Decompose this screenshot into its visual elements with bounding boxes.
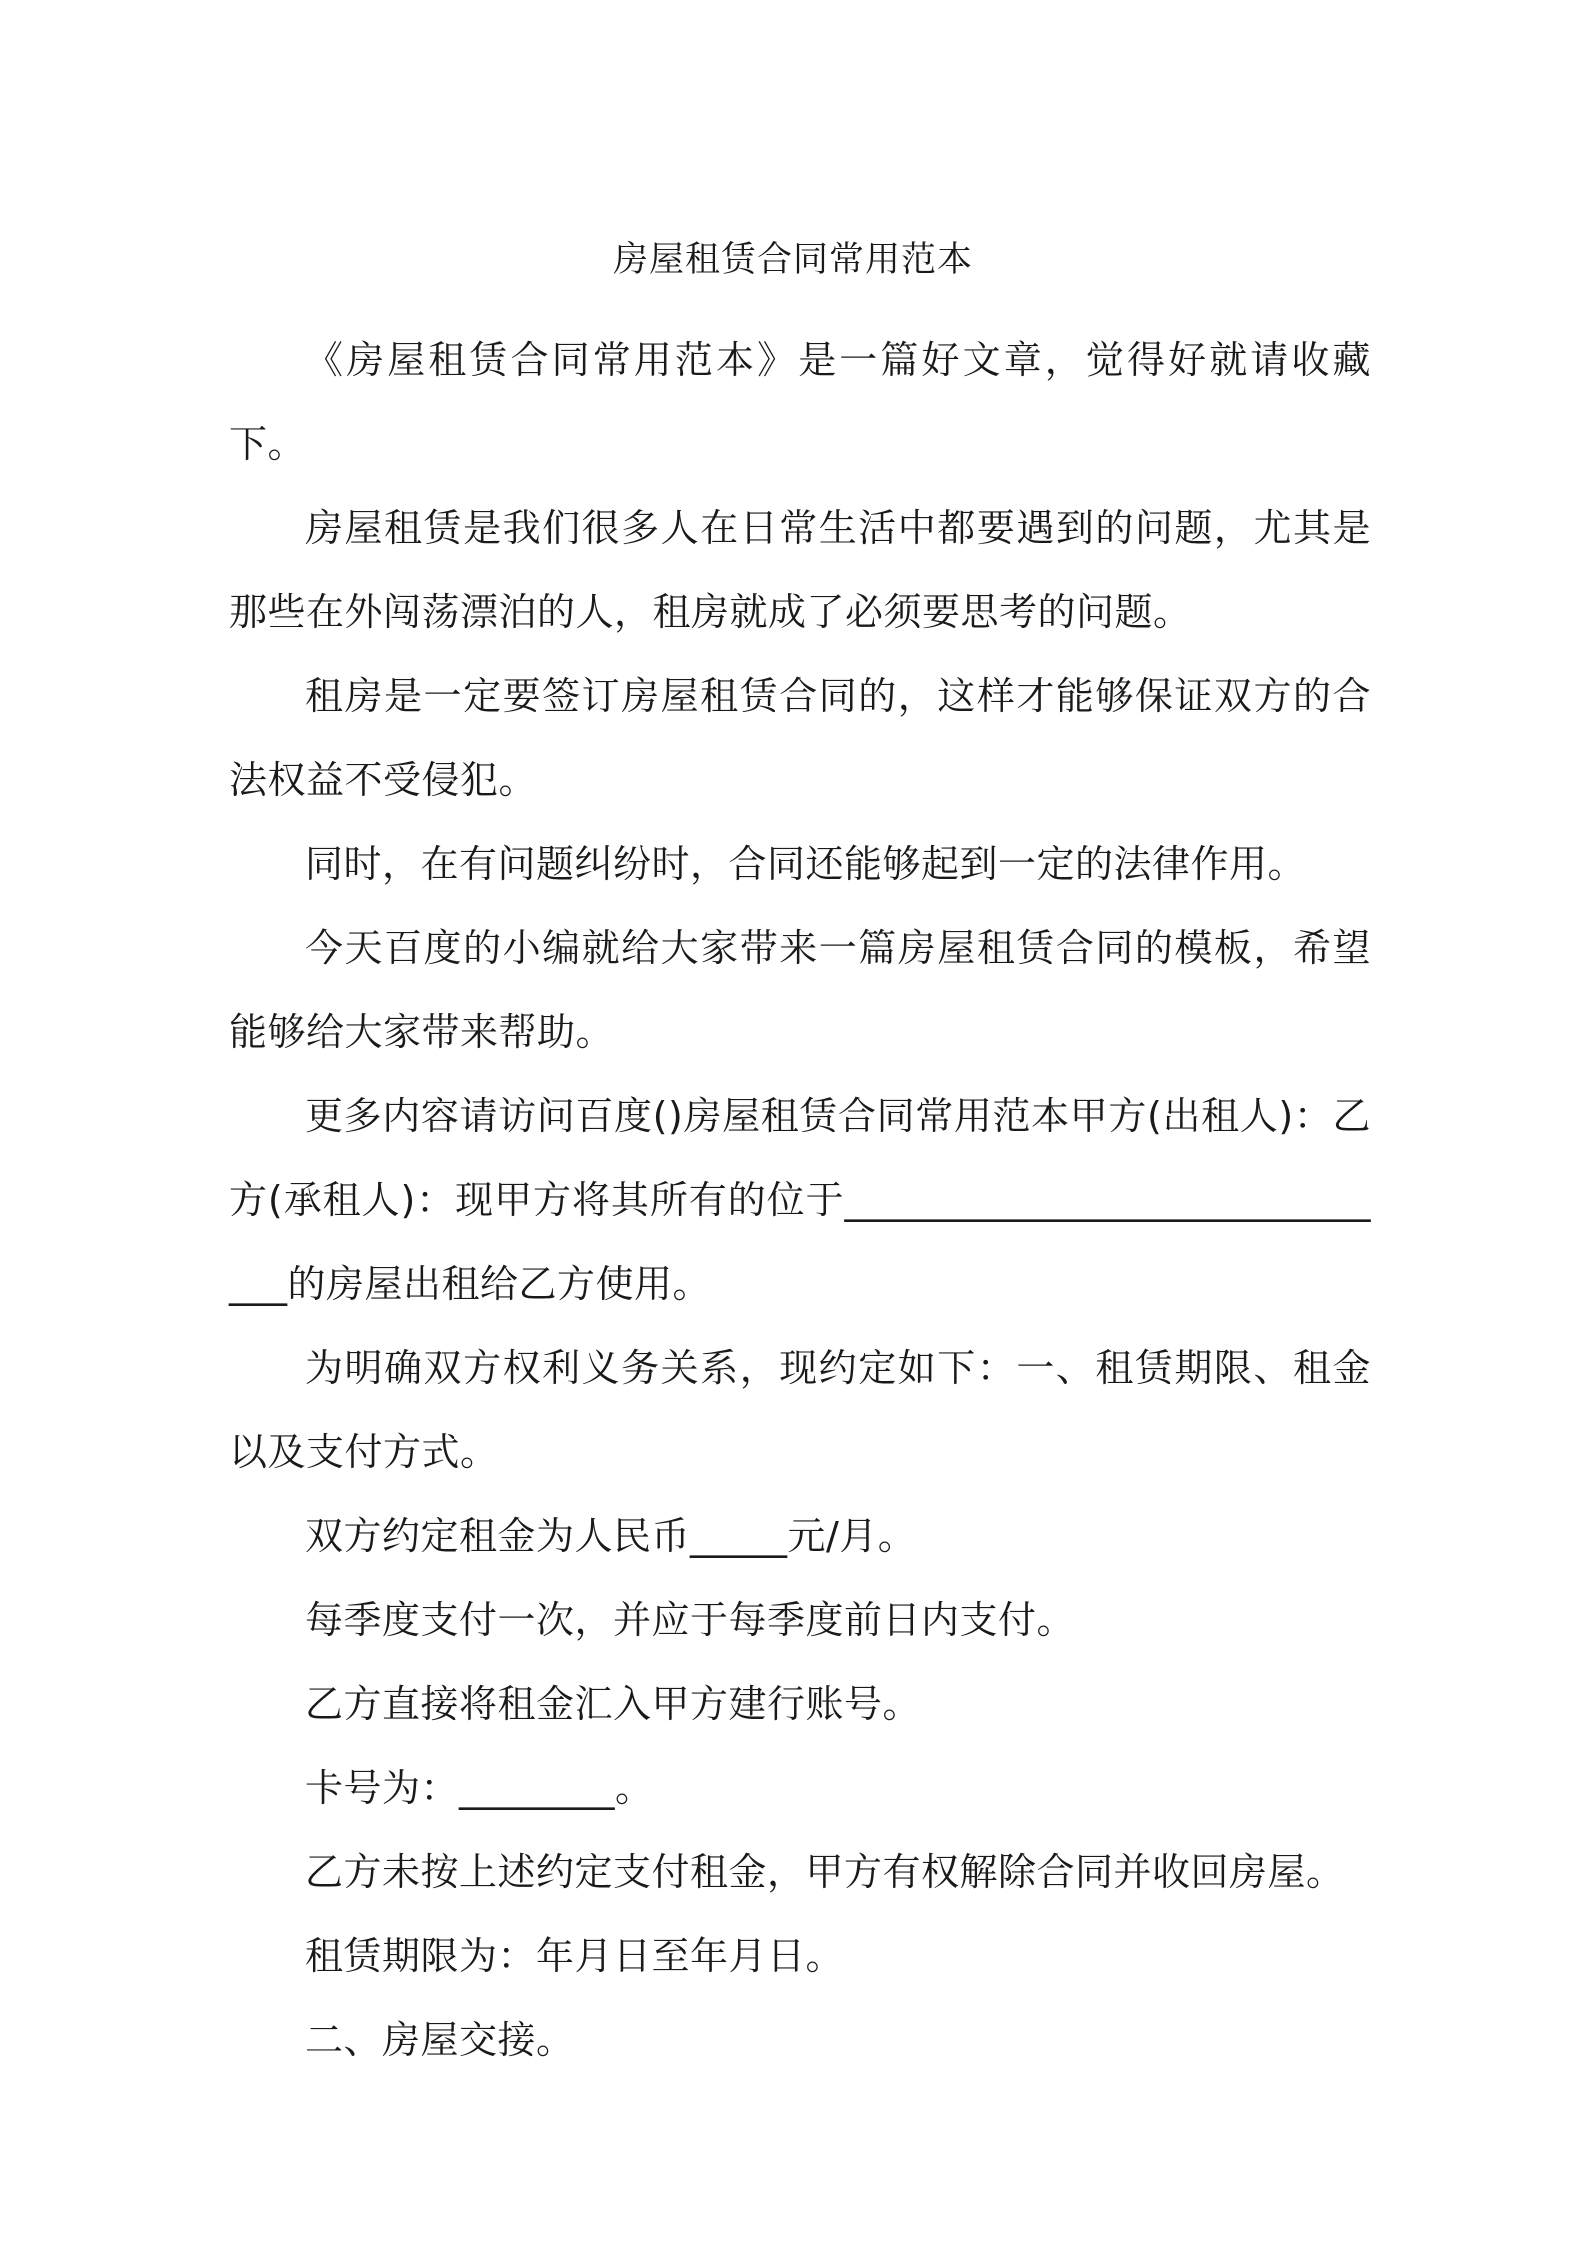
paragraph-lease-period: 租赁期限为：年月日至年月日。 [305,1934,845,1978]
paragraph-card-number: 卡号为：________。 [305,1766,654,1810]
paragraph-termination: 乙方未按上述约定支付租金，甲方有权解除合同并收回房屋。 [305,1850,1345,1894]
paragraph-rent-amount: 双方约定租金为人民币_____元/月。 [305,1514,917,1558]
paragraph-legal-effect: 同时，在有问题纠纷时，合同还能够起到一定的法律作用。 [305,842,1307,886]
paragraph-template-intro: 今天百度的小编就给大家带来一篇房屋租赁合同的模板，希望能够给大家带来帮助。 [229,926,1371,1054]
paragraph-parties: 更多内容请访问百度()房屋租赁合同常用范本甲方(出租人)：乙方(承租人)：现甲方将其所有的位于______________________________的房屋出租给乙方使用。 [229,1094,1371,1306]
paragraph-bank-account: 乙方直接将租金汇入甲方建行账号。 [305,1682,922,1726]
paragraph-quarterly-payment: 每季度支付一次，并应于每季度前日内支付。 [305,1598,1076,1642]
paragraph-renting-problem: 房屋租赁是我们很多人在日常生活中都要遇到的问题，尤其是那些在外闯荡漂泊的人，租房就成了必须要思考的问题。 [229,506,1371,634]
paragraph-sign-contract: 租房是一定要签订房屋租赁合同的，这样才能够保证双方的合法权益不受侵犯。 [229,674,1371,802]
document-title: 房屋租赁合同常用范本 [612,240,973,280]
document-body [229,318,1371,2082]
paragraph-section-two: 二、房屋交接。 [305,2018,575,2062]
paragraph-term-rent: 为明确双方权利义务关系，现约定如下：一、租赁期限、租金以及支付方式。 [229,1346,1371,1474]
paragraph-intro: 《房屋租赁合同常用范本》是一篇好文章，觉得好就请收藏下。 [229,338,1371,466]
